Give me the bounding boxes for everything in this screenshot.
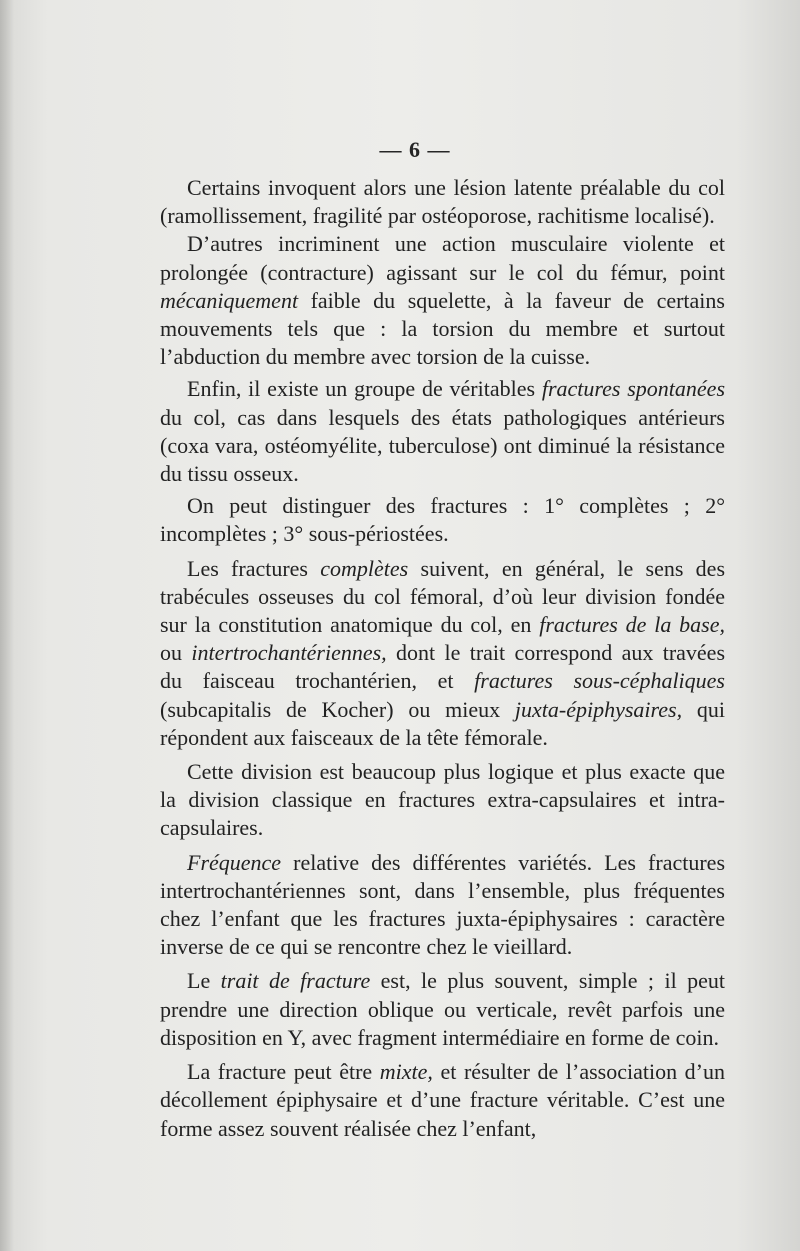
text-run: On peut distinguer des fractures : 1° complètes ; 2° incomplètes ; 3° sous-périostées. xyxy=(160,493,725,547)
page-number: — 6 — xyxy=(379,137,451,162)
paragraph-9 xyxy=(160,1058,725,1143)
italic-text-run: fractures de la base, xyxy=(539,612,725,638)
italic-text-run: fractures sous-céphaliques xyxy=(474,668,725,694)
text-run: du col, cas dans lesquels des états pathologiques antérieurs (coxa vara, ostéomyélite, tuberculose) ont diminué la résistance du tissu osseux. xyxy=(160,404,725,487)
text-run: et résulter de l’association d’un décollement épiphysaire et d’une fracture véritable. C’est une forme assez souvent réalisée chez l’enfant, xyxy=(160,1059,725,1141)
italic-text-run: trait de fracture xyxy=(220,968,371,994)
italic-text-run: intertrochantériennes, xyxy=(191,640,387,666)
italic-text-run: fractures spontanées xyxy=(541,376,726,402)
text-run: est, le plus souvent, simple ; il peut prendre une direction oblique ou verticale, revêt parfois une disposition en Y, avec fragment intermédiaire en forme de coin. xyxy=(160,968,725,1050)
text-run: (subcapitalis de Kocher) ou mieux xyxy=(160,696,515,722)
italic-text-run: mixte, xyxy=(379,1059,433,1085)
text-run: Cette division est beaucoup plus logique et plus exacte que la division classique en fractures extra-capsulaires et intra-capsulaires. xyxy=(160,759,725,841)
text-run: Le xyxy=(187,968,221,994)
text-run: D’autres incriminent une action musculaire violente et prolongée (contracture) agissant sur le col du fémur, point xyxy=(160,231,725,285)
paragraph-2 xyxy=(160,230,725,371)
body-text xyxy=(160,174,725,1143)
text-run: dont le trait correspond aux travées du faisceau trochantérien, et xyxy=(160,640,726,694)
page-edge-shadow xyxy=(0,0,14,1251)
text-run: Les fractures xyxy=(187,555,321,581)
text-run: faible du squelette, à la faveur de certains mouvements tels que : la torsion du membre et surtout l’abduction du membre avec torsion de la cuisse. xyxy=(160,287,725,370)
italic-text-run: Fréquence xyxy=(187,849,282,875)
paragraph-1 xyxy=(160,174,725,230)
text-run: ou xyxy=(160,640,192,666)
italic-text-run: complètes xyxy=(320,555,409,581)
text-run: Enfin, il existe un groupe de véritables xyxy=(187,376,542,402)
paragraph-4 xyxy=(160,492,725,548)
text-run: qui répondent aux faisceaux de la tête fémorale. xyxy=(160,696,725,750)
paragraph-8 xyxy=(160,967,725,1052)
paragraph-5 xyxy=(160,555,725,752)
italic-text-run: mécaniquement xyxy=(160,287,299,313)
paragraph-6 xyxy=(160,758,725,843)
text-run: La fracture peut être xyxy=(187,1059,380,1085)
paragraph-3 xyxy=(160,375,725,488)
paragraph-7 xyxy=(160,849,725,962)
text-run: relative des différentes variétés. Les fractures intertrochantériennes sont, dans l’ensemble, plus fréquentes chez l’enfant que les fractures juxta-épiphysaires : caractère inverse de ce qui se rencontre chez le vieillard. xyxy=(160,849,725,960)
italic-text-run: juxta-épiphysaires, xyxy=(514,696,683,722)
text-run: Certains invoquent alors une lésion latente préalable du col (ramollissement, fragilité par ostéoporose, rachitisme localisé). xyxy=(160,175,725,229)
text-run: suivent, en général, le sens des trabécules osseuses du col fémoral, d’où leur division fondée sur la constitution anatomique du col, en xyxy=(160,555,726,638)
